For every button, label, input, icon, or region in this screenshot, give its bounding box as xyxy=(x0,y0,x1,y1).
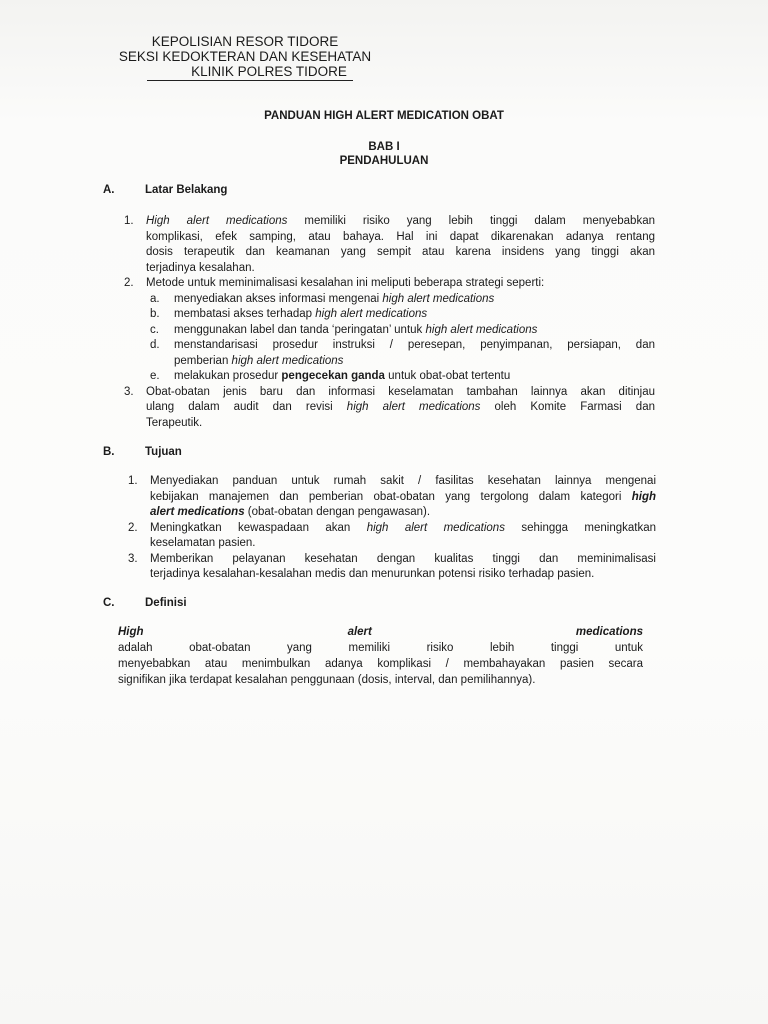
text-line: Meningkatkan kewaspadaan akan xyxy=(150,521,367,534)
list-number: 3. xyxy=(128,552,138,565)
list-item xyxy=(120,276,655,385)
sub-item xyxy=(146,307,655,323)
text-line: memiliki risiko yang lebih tinggi dalam menyebabkan xyxy=(304,215,655,227)
highlight-term: high alert medications xyxy=(315,308,428,320)
text-line: membatasi akses terhadap xyxy=(174,308,316,320)
text-line: kebijakan manajemen dan pemberian obat-obatan yang tergolong dalam kategori xyxy=(150,490,632,503)
section-letter: B. xyxy=(103,446,115,458)
list-item xyxy=(124,552,656,583)
bold-term: pengecekan ganda xyxy=(281,370,385,382)
text-line: menggunakan label dan tanda ‘peringatan’ untuk xyxy=(174,323,426,336)
section-a-heading xyxy=(103,184,227,196)
text-line: Menyediakan panduan untuk rumah sakit / fasilitas kesehatan lainnya mengenai xyxy=(150,475,656,487)
highlight-term: High alert medications xyxy=(146,215,288,227)
text-line: terjadinya kesalahan. xyxy=(146,261,255,274)
list-item xyxy=(120,385,655,432)
highlight-term: high alert medications xyxy=(346,401,481,413)
text-line: oleh Komite Farmasi dan xyxy=(480,401,655,413)
text-line: signifikan jika terdapat kesalahan penggunaan (dosis, interval, dan pemilihannya). xyxy=(118,674,536,686)
text-line: (obat-obatan dengan pengawasan). xyxy=(244,506,431,518)
text-line: untuk obat-obat tertentu xyxy=(384,370,511,382)
text-line: adalah obat-obatan yang memiliki risiko lebih tinggi untuk xyxy=(118,642,643,654)
sub-item xyxy=(146,338,655,369)
list-number: 1. xyxy=(128,475,138,487)
highlight-term: high alert medications xyxy=(382,292,495,305)
sub-item xyxy=(146,369,655,385)
highlight-term: high alert medications xyxy=(366,521,505,534)
document-title: PANDUAN HIGH ALERT MEDICATION OBAT xyxy=(264,110,504,122)
list-number: 2. xyxy=(124,277,134,289)
text-line: menstandarisasi prosedur instruksi / peresepan, penyimpanan, persiapan, dan xyxy=(174,339,655,351)
sub-label: e. xyxy=(150,370,160,382)
section-c-heading xyxy=(103,597,187,609)
sub-label: d. xyxy=(150,339,160,351)
list-item xyxy=(120,214,655,276)
letterhead-line-3: KLINIK POLRES TIDORE xyxy=(147,64,353,81)
text-line: keselamatan pasien. xyxy=(150,537,256,549)
chapter-number: BAB I xyxy=(368,141,400,153)
chapter-title: PENDAHULUAN xyxy=(339,155,429,167)
list-number: 2. xyxy=(128,521,138,534)
text-line: terjadinya kesalahan-kesalahan medis dan menurunkan potensi risiko terhadap pasien. xyxy=(150,568,595,580)
text-line: Obat-obatan jenis baru dan informasi keselamatan tambahan lainnya akan ditinjau xyxy=(146,385,655,398)
highlight-term: High alert medications xyxy=(118,626,643,638)
sub-item xyxy=(146,292,655,308)
text-line: melakukan prosedur xyxy=(174,370,282,382)
section-letter: A. xyxy=(103,184,115,196)
letterhead-line-2: SEKSI KEDOKTERAN DAN KESEHATAN xyxy=(118,49,372,64)
highlight-term: high xyxy=(631,490,656,503)
sub-label: c. xyxy=(150,323,159,336)
highlight-term: high alert medications xyxy=(425,323,538,336)
sub-item xyxy=(146,323,655,339)
list-number: 3. xyxy=(124,385,134,398)
text-line: sehingga meningkatkan xyxy=(504,521,657,534)
letterhead-line-1: KEPOLISIAN RESOR TIDORE xyxy=(151,34,339,49)
section-title: Tujuan xyxy=(145,446,182,458)
list-item xyxy=(124,521,656,552)
definition-paragraph xyxy=(118,624,643,688)
text-line: Terapeutik. xyxy=(146,416,203,429)
text-line: ulang dalam audit dan revisi xyxy=(146,401,347,413)
section-letter: C. xyxy=(103,597,115,609)
section-title: Latar Belakang xyxy=(145,184,228,196)
letterhead xyxy=(104,34,386,81)
section-b-list xyxy=(124,474,656,583)
highlight-term: high alert medications xyxy=(231,354,344,367)
text-line: Memberikan pelayanan kesehatan dengan kualitas tinggi dan meminimalisasi xyxy=(150,552,656,565)
section-title: Definisi xyxy=(145,597,187,609)
text-line: dosis terapeutik dan keamanan yang sempit atau karena insidens yang tinggi akan xyxy=(146,246,655,258)
section-b-heading xyxy=(103,446,182,458)
text-line: menyediakan akses informasi mengenai xyxy=(174,292,383,305)
text-line: menyebabkan atau menimbulkan adanya komplikasi / membahayakan pasien secara xyxy=(118,658,643,670)
list-item xyxy=(124,474,656,521)
sub-label: b. xyxy=(150,308,160,320)
highlight-term: alert medications xyxy=(150,506,245,518)
text-line: Metode untuk meminimalisasi kesalahan ini meliputi beberapa strategi seperti: xyxy=(146,277,545,289)
section-a-list xyxy=(120,214,655,431)
text-line: komplikasi, efek samping, atau bahaya. Hal ini dapat dikarenakan adanya rentang xyxy=(146,230,655,243)
text-line: pemberian xyxy=(174,354,232,367)
list-number: 1. xyxy=(124,215,134,227)
sub-label: a. xyxy=(150,292,160,305)
